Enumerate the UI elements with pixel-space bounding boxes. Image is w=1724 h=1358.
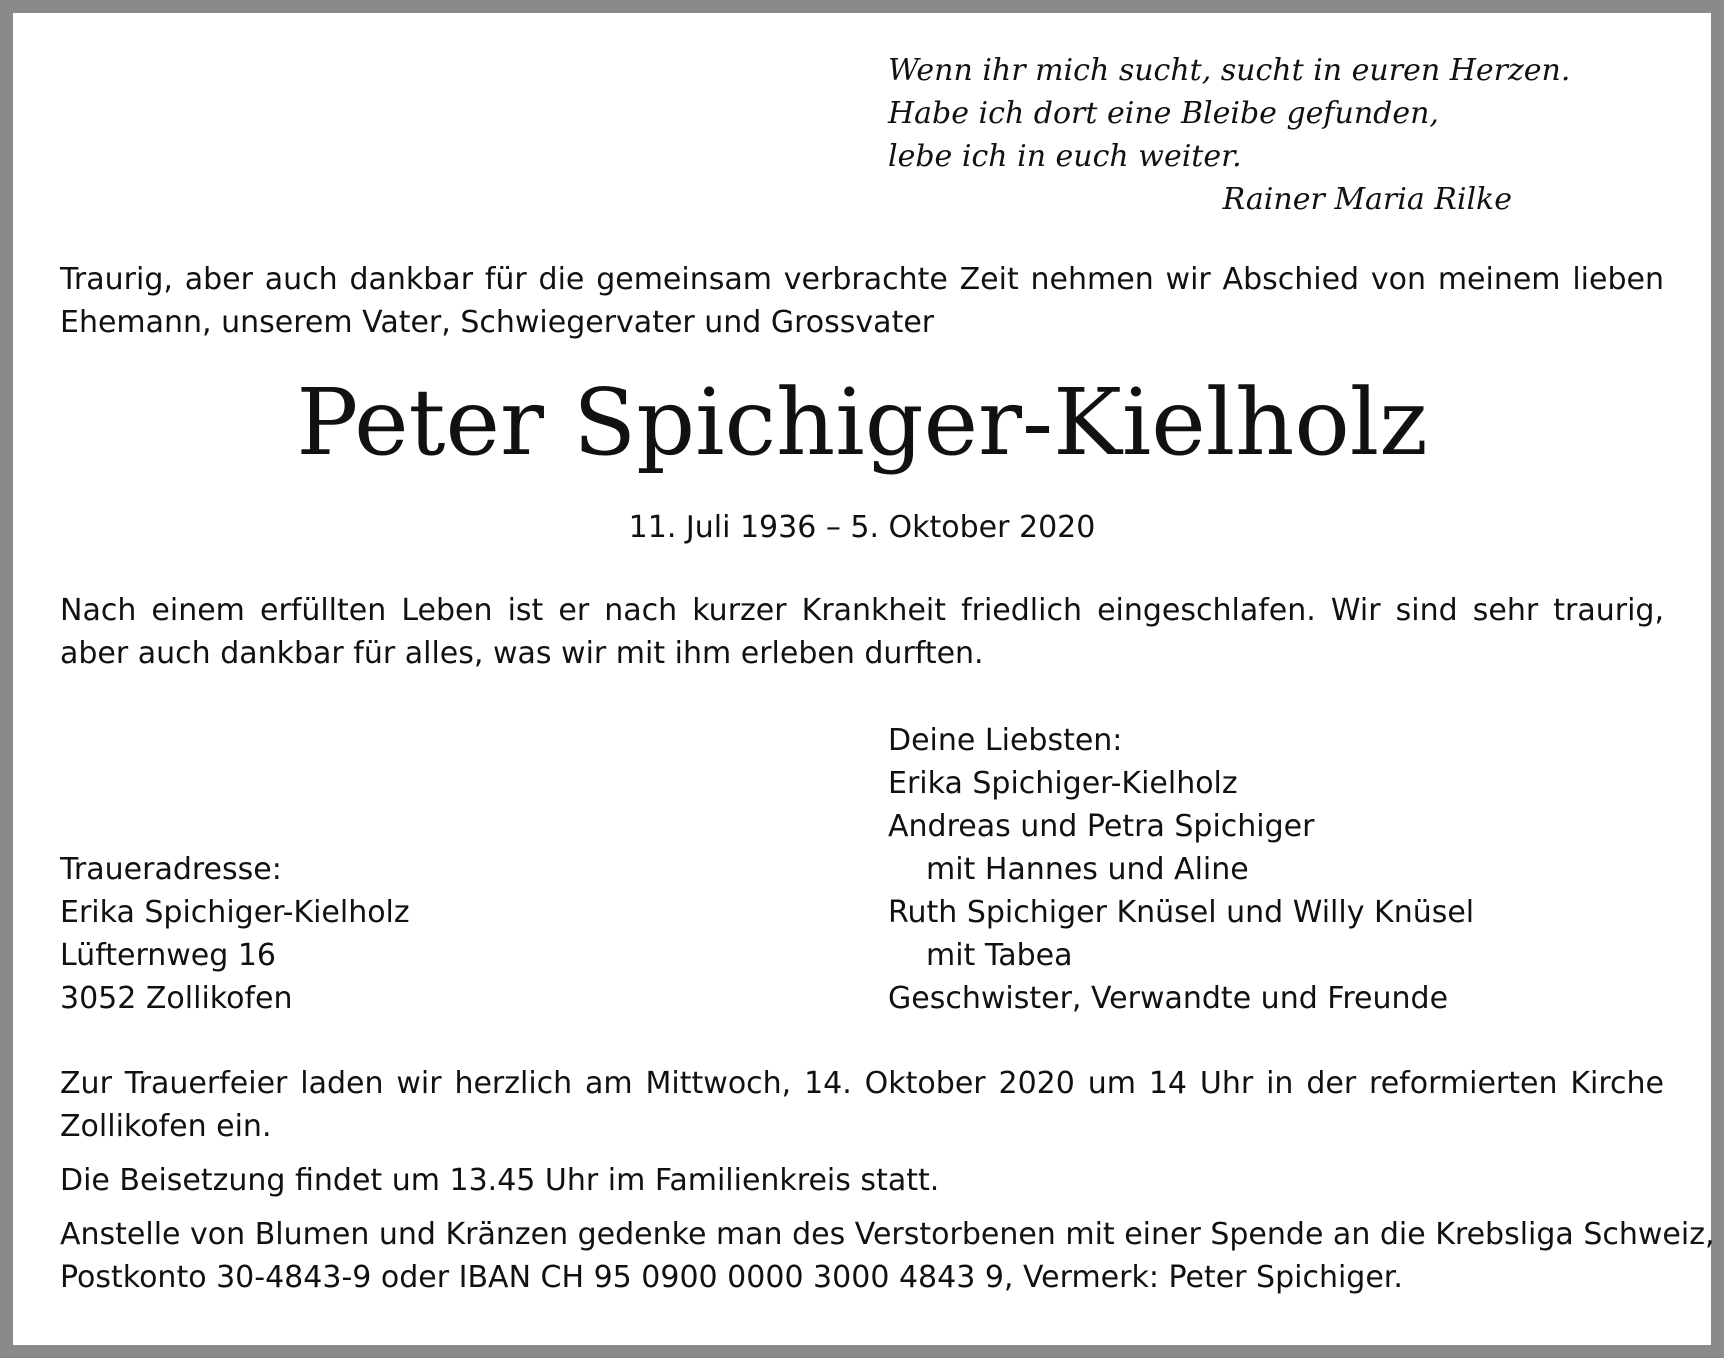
quote-line: Wenn ihr mich sucht, sucht in euren Herzen. bbox=[888, 53, 1571, 88]
donation-line: Postkonto 30-4843-9 oder IBAN CH 95 0900 0000 3000 4843 9, Vermerk: Peter Spichiger. bbox=[60, 1260, 1403, 1295]
address-line: 3052 Zollikofen bbox=[60, 981, 293, 1016]
donation-paragraph bbox=[60, 1213, 1715, 1299]
mourners-list bbox=[888, 719, 1474, 1020]
tribute-paragraph: Nach einem erfüllten Leben ist er nach kurzer Krankheit friedlich eingeschlafen. Wir sind sehr traurig, aber auch dankbar für alles, was wir mit ihm erleben durften. bbox=[60, 593, 1664, 671]
mourner-line: mit Tabea bbox=[926, 938, 1073, 973]
mourner-line: Geschwister, Verwandte und Freunde bbox=[888, 981, 1449, 1016]
life-dates: 11. Juli 1936 – 5. Oktober 2020 bbox=[628, 510, 1096, 545]
quote-line: Habe ich dort eine Bleibe gefunden, bbox=[888, 96, 1439, 131]
quote-line: lebe ich in euch weiter. bbox=[888, 139, 1242, 174]
quote-author: Rainer Maria Rilke bbox=[1222, 182, 1512, 217]
address-heading: Traueradresse: bbox=[60, 852, 282, 887]
ceremony-paragraph: Zur Trauerfeier laden wir herzlich am Mittwoch, 14. Oktober 2020 um 14 Uhr in der reformierten Kirche Zollikofen ein. bbox=[60, 1066, 1664, 1144]
mourner-line: mit Hannes und Aline bbox=[926, 852, 1249, 887]
rilke-quote bbox=[888, 49, 1570, 178]
mourner-line: Andreas und Petra Spichiger bbox=[888, 809, 1315, 844]
mourner-line: Erika Spichiger-Kielholz bbox=[888, 766, 1238, 801]
mourner-line: Ruth Spichiger Knüsel und Willy Knüsel bbox=[888, 895, 1475, 930]
mourners-heading: Deine Liebsten: bbox=[888, 723, 1123, 758]
obituary-notice bbox=[13, 13, 1715, 1345]
deceased-name: Peter Spichiger-Kielholz bbox=[296, 369, 1428, 476]
address-line: Erika Spichiger-Kielholz bbox=[60, 895, 410, 930]
burial-paragraph: Die Beisetzung findet um 13.45 Uhr im Familienkreis statt. bbox=[60, 1163, 940, 1198]
address-line: Lüfternweg 16 bbox=[60, 938, 277, 973]
donation-line: Anstelle von Blumen und Kränzen gedenke man des Verstorbenen mit einer Spende an die Krebsliga Schweiz, bbox=[60, 1217, 1715, 1252]
mourning-address bbox=[60, 848, 410, 1020]
intro-paragraph: Traurig, aber auch dankbar für die gemeinsam verbrachte Zeit nehmen wir Abschied von meinem lieben Ehemann, unserem Vater, Schwiegervater und Grossvater bbox=[60, 262, 1664, 340]
